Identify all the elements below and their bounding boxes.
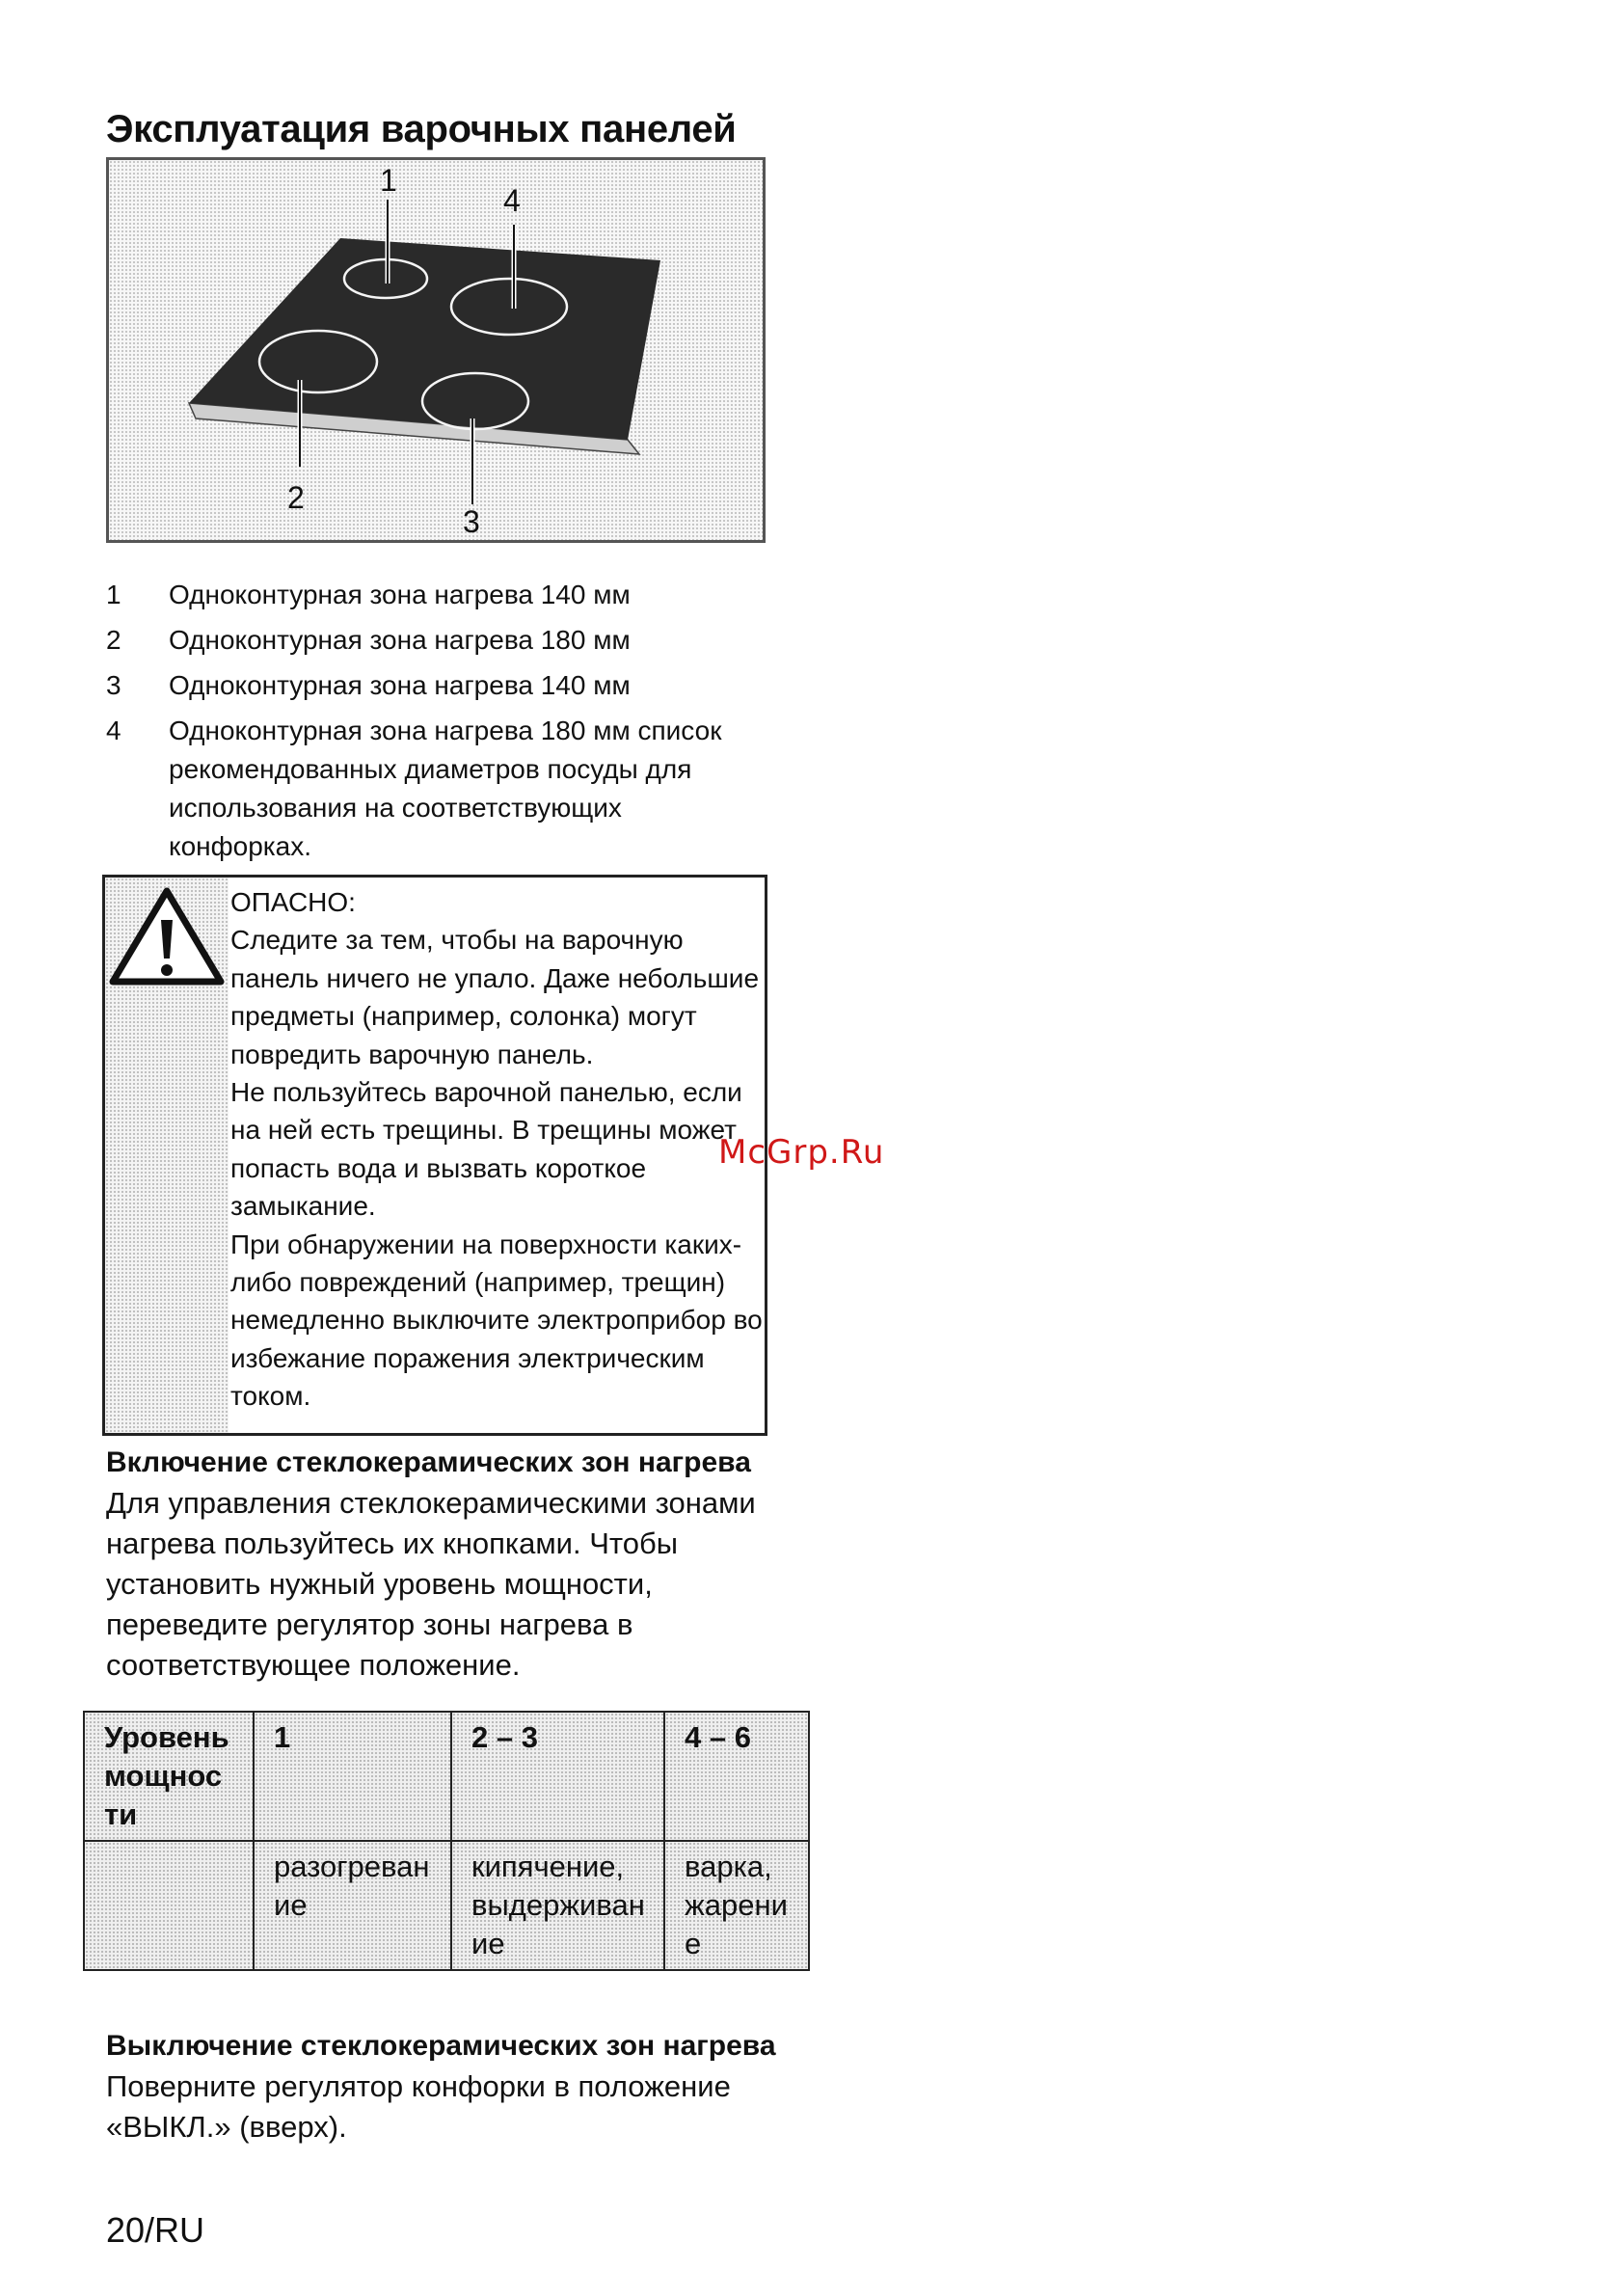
- table-header-text: 2 – 3: [471, 1720, 538, 1754]
- table-cell-text: разогреван ие: [274, 1850, 430, 1922]
- table-header-cell: [664, 1712, 809, 1841]
- paragraph-line: соответствующее положение.: [106, 1648, 521, 1682]
- page-number: 20/RU: [106, 2210, 205, 2250]
- section-text-on: [106, 1483, 781, 1686]
- warning-triangle-icon: [107, 883, 227, 999]
- legend-number: 1: [106, 580, 121, 609]
- legend-line: Одноконтурная зона нагрева 180 мм список: [169, 716, 722, 745]
- watermark: McGrp.Ru: [718, 1133, 885, 1172]
- legend-line: Одноконтурная зона нагрева 140 мм: [169, 670, 631, 700]
- table-header-text: 1: [274, 1720, 291, 1754]
- table-row: [84, 1712, 809, 1841]
- legend-line: конфорках.: [169, 831, 311, 861]
- paragraph-line: «ВЫКЛ.» (вверх).: [106, 2110, 347, 2144]
- table-row: [84, 1841, 809, 1970]
- warning-text: [230, 883, 770, 1416]
- warning-line: попасть вода и вызвать короткое: [230, 1152, 647, 1183]
- legend-text: [169, 666, 747, 705]
- table-header-cell: [84, 1712, 254, 1841]
- paragraph-line: установить нужный уровень мощности,: [106, 1567, 653, 1601]
- warning-box: [102, 875, 767, 1436]
- table-header-text: Уровень мощнос ти: [104, 1720, 229, 1831]
- figure-label-3: 3: [463, 504, 480, 539]
- warning-line: Следите за тем, чтобы на варочную: [230, 925, 684, 956]
- table-cell-text: кипячение, выдерживан ие: [471, 1850, 645, 1960]
- page-title: Эксплуатация варочных панелей: [106, 108, 737, 150]
- paragraph-line: переведите регулятор зоны нагрева в: [106, 1607, 633, 1641]
- legend-line: использования на соответствующих: [169, 793, 622, 823]
- warning-line: При обнаружении на поверхности каких-: [230, 1229, 742, 1259]
- table-cell-text: варка, жарени е: [685, 1850, 788, 1960]
- cooktop-diagram: [109, 160, 763, 540]
- warning-line: либо повреждений (например, трещин): [230, 1267, 726, 1298]
- legend-line: рекомендованных диаметров посуды для: [169, 754, 692, 784]
- warning-line: замыкание.: [230, 1191, 376, 1222]
- figure-label-2: 2: [287, 480, 305, 515]
- cooktop-figure: [106, 157, 766, 543]
- table-header-text: 4 – 6: [685, 1720, 751, 1754]
- table-cell: [254, 1841, 451, 1970]
- table-header-cell: [451, 1712, 664, 1841]
- table-cell: [664, 1841, 809, 1970]
- table-cell: [451, 1841, 664, 1970]
- warning-line: предметы (например, солонка) могут: [230, 1001, 697, 1032]
- legend-text: [169, 576, 747, 614]
- section-heading-on: Включение стеклокерамических зон нагрева: [106, 1446, 751, 1478]
- warning-line: немедленно выключите электроприбор во: [230, 1305, 763, 1336]
- legend-line: Одноконтурная зона нагрева 180 мм: [169, 625, 631, 655]
- table-header-cell: [254, 1712, 451, 1841]
- legend-number: 4: [106, 716, 121, 745]
- section-text-off: [106, 2066, 781, 2147]
- paragraph-line: Поверните регулятор конфорки в положение: [106, 2069, 731, 2103]
- figure-label-1: 1: [380, 163, 397, 198]
- warning-line: избежание поражения электрическим: [230, 1342, 705, 1373]
- section-heading-off: Выключение стеклокерамических зон нагрева: [106, 2030, 776, 2062]
- warning-heading: ОПАСНО:: [230, 887, 356, 917]
- paragraph-line: Для управления стеклокерамическими зонами: [106, 1486, 756, 1520]
- warning-line: повредить варочную панель.: [230, 1039, 594, 1069]
- legend-text: [169, 712, 747, 866]
- warning-line: на ней есть трещины. В трещины может: [230, 1115, 737, 1146]
- warning-icon-panel: [105, 878, 229, 1433]
- warning-line: током.: [230, 1381, 311, 1412]
- warning-line: Не пользуйтесь варочной панелью, если: [230, 1077, 742, 1108]
- legend-text: [169, 621, 747, 660]
- warning-line: панель ничего не упало. Даже небольшие: [230, 962, 760, 993]
- paragraph-line: нагрева пользуйтесь их кнопками. Чтобы: [106, 1526, 679, 1560]
- legend-line: Одноконтурная зона нагрева 140 мм: [169, 580, 631, 609]
- power-level-table: [83, 1711, 810, 1971]
- legend-number: 3: [106, 670, 121, 700]
- legend-number: 2: [106, 625, 121, 655]
- table-cell: [84, 1841, 254, 1970]
- figure-label-4: 4: [503, 183, 521, 218]
